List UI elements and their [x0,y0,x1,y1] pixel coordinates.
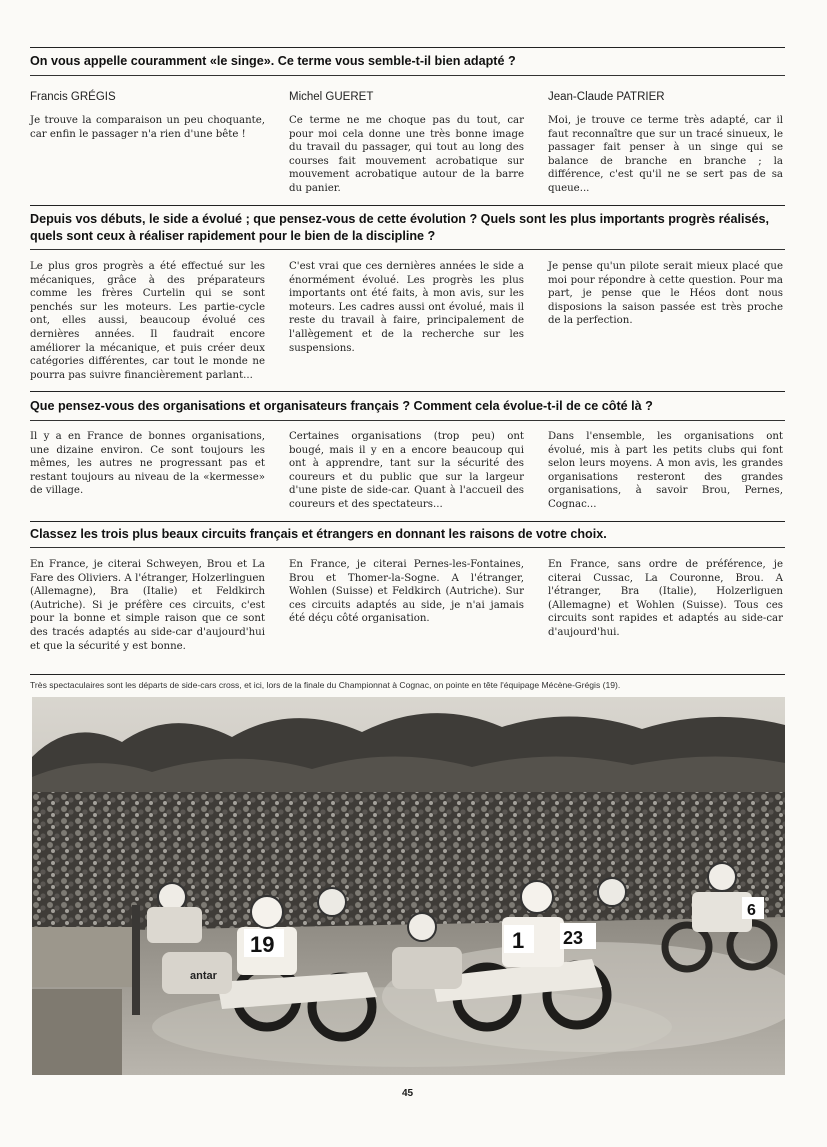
answer-patrier: Moi, je trouve ce terme très adapté, car il faut reconnaître que sur un tracé sinueux, le passager fait penser à un singe qui se balance de branche en branche ; la différence, c'est qu'il ne se sert pas de sa queue... [548,115,783,194]
race-number-6: 6 [747,902,756,919]
magazine-page [30,0,785,1147]
answer-gueret: Ce terme ne me choque pas du tout, car pour moi cela donne une très bonne image du travail du passager, qui tout au long des courses fait mouvement acrobatique sur mouvement acrobatique autour de la barre du panier. [289,115,524,194]
sponsor-logo: antar [190,970,217,982]
section-rule [30,420,785,421]
question-2: Depuis vos débuts, le side a évolué ; que pensez-vous de cette évolution ? Quels sont les plus importants progrès réalisés, quels sont ceux à réaliser rapidement pour le bien de la discipline ? [30,212,770,243]
page-number: 45 [401,1088,414,1099]
name-patrier: Jean-Claude PATRIER [548,91,665,103]
race-photo [32,697,785,1075]
question-4: Classez les trois plus beaux circuits français et étrangers en donnant les raisons de votre choix. [30,527,607,541]
section-rule [30,547,785,548]
section-rule [30,521,785,522]
answer-gueret: Certaines organisations (trop peu) ont bougé, mais il y en a encore beaucoup qui ont à apprendre, tant sur la sécurité des coureurs et du public que sur la largeur d'une piste de side-car. Quant à l'accueil des coureurs et des spectateurs... [289,431,524,510]
race-number-23: 23 [563,928,584,948]
sidecar-race-illustration [32,697,785,1075]
section-rule [30,391,785,392]
answer-gueret: En France, je citerai Pernes-les-Fontaines, Brou et Thomer-la-Sogne. A l'étranger, Wohlen (Suisse) et Feldkirch (Autriche). Sur ces circuits adaptés au side, je n'ai jamais été déçu côté organisation. [289,559,524,625]
section-rule [30,75,785,76]
photo-caption: Très spectaculaires sont les départs de side-cars cross, et ici, lors de la finale du Championnat à Cognac, on pointe en tête l'équipage Mécène-Grégis (19). [30,680,621,690]
answer-gueret: C'est vrai que ces dernières années le side a énormément évolué. Les progrès les plus importants ont été faits, à mon avis, sur les moteurs. Les cadres aussi ont évolué, mais il reste du travail à faire, principalement de l'allègement et de la recherche sur les suspensions. [289,261,524,354]
answer-gregis: Je trouve la comparaison un peu choquante, car enfin le passager n'a rien d'une bête ! [30,115,265,140]
name-gregis: Francis GRÉGIS [30,91,116,103]
section-rule [30,249,785,250]
question-1: On vous appelle couramment «le singe». Ce terme vous semble-t-il bien adapté ? [30,54,516,68]
section-rule [30,205,785,206]
answer-gregis: Le plus gros progrès a été effectué sur les mécaniques, grâce à des préparateurs comme les frères Curtelin qui se sont penchés sur les moteurs. Les partie-cycle ont, elles aussi, beaucoup évolué ces dernières années. Il faudrait encore améliorer la mécanique, et puis créer deux catégories différentes, car tout le monde ne pourra pas suivre financièrement parlant... [30,261,265,381]
answer-patrier: Je pense qu'un pilote serait mieux placé que moi pour répondre à cette question. Pour ma part, je pense que le Héos dont nous disposions la saison passée est très proche de la perfection. [548,261,783,327]
name-gueret: Michel GUERET [289,91,374,103]
answer-patrier: Dans l'ensemble, les organisations ont évolué, mis à part les petits clubs qui font selon leurs moyens. A mon avis, les grandes organisations resteront des grandes organisations, à savoir Brou, Pernes, Cognac... [548,431,783,510]
answer-patrier: En France, sans ordre de préférence, je citerai Cussac, La Couronne, Brou. A l'étranger, Bra (Italie), Holzerliguen (Allemagne) et Wohlen (Suisse). Tous ces circuits sont rapides et adaptés au side-car d'aujourd'hui. [548,559,783,638]
question-3: Que pensez-vous des organisations et organisateurs français ? Comment cela évolue-t-il de ce côté là ? [30,399,653,413]
answer-gregis: En France, je citerai Schweyen, Brou et La Fare des Oliviers. A l'étranger, Holzerlinguen (Allemagne), Bra (Italie) et Feldkirch (Autriche). Si je préfère ces circuits, c'est pour la bonne et simple raison que ce sont des tracés adaptés au side-car d'aujourd'hui et que la sécurité y est bonne. [30,559,265,652]
race-number-1: 1 [512,928,525,953]
interviewee-names [30,91,785,107]
section-rule [30,674,785,675]
race-number-19: 19 [250,932,275,957]
answer-gregis: Il y a en France de bonnes organisations, une dizaine environ. Ce sont toujours les mêmes, les autres ne progressant pas et restant toujours au niveau de la «kermesse» de village. [30,431,265,497]
section-rule [30,47,785,48]
